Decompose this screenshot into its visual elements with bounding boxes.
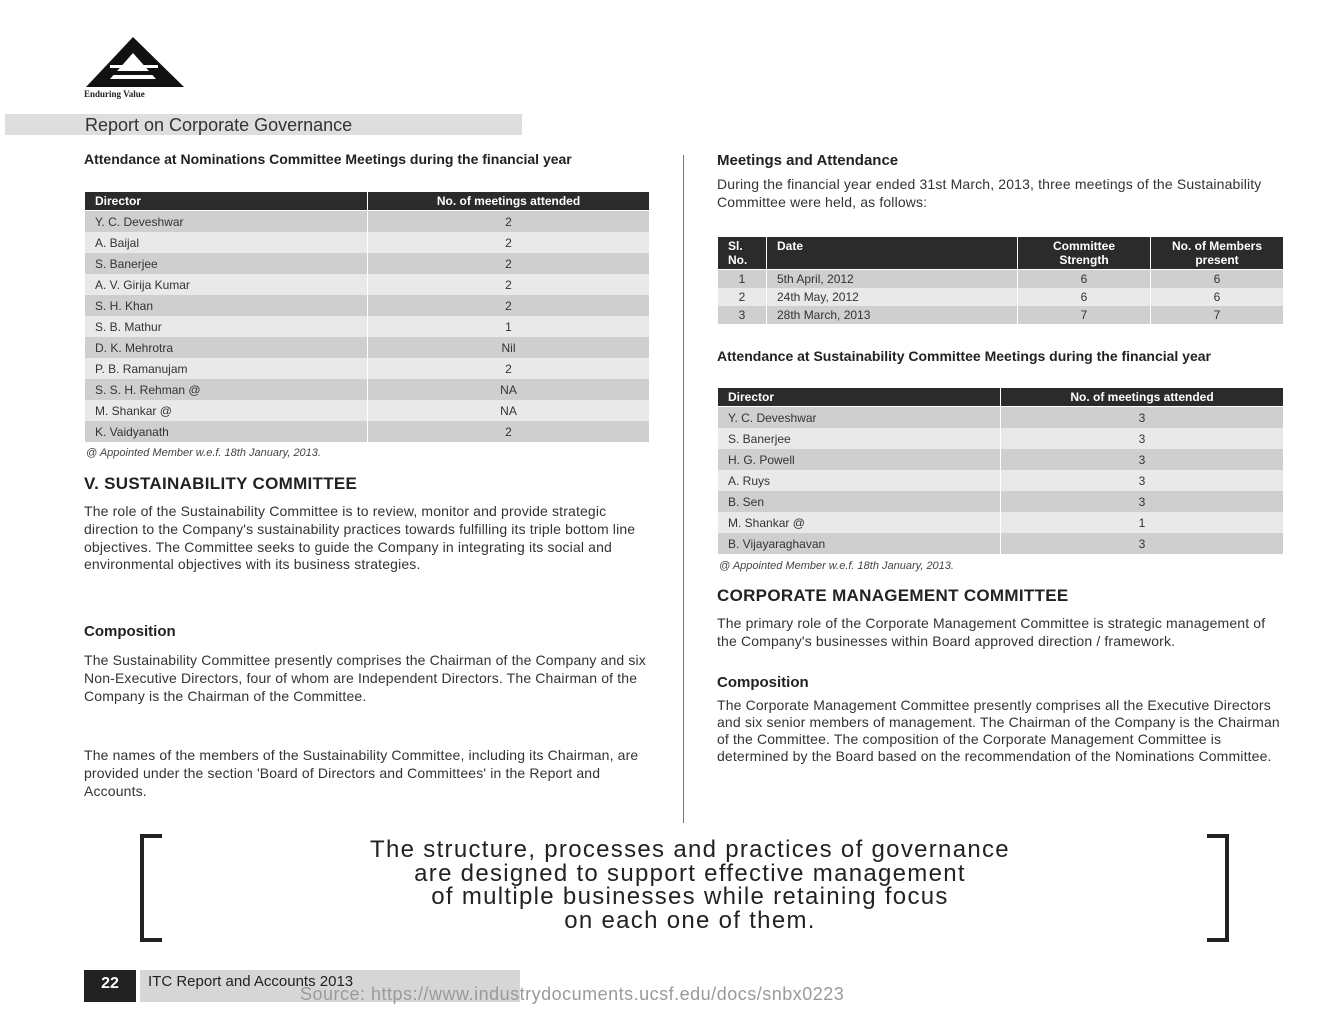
table-row bbox=[85, 316, 650, 337]
table-cell: Nil bbox=[368, 337, 650, 358]
table-cell: S. B. Mathur bbox=[85, 316, 368, 337]
composition-paragraph-2: The names of the members of the Sustainability Committee, including its Chairman, are provided under the section 'Board of Directors and Committees' in the Report and Accounts. bbox=[84, 747, 639, 799]
table-row bbox=[718, 288, 1284, 306]
table-header: Director bbox=[718, 388, 1001, 407]
table-header: Date bbox=[767, 237, 1018, 270]
table-row bbox=[85, 253, 650, 274]
table-cell: P. B. Ramanujam bbox=[85, 358, 368, 379]
table-cell: 2 bbox=[368, 274, 650, 295]
nominations-note: @ Appointed Member w.e.f. 18th January, 2013. bbox=[86, 447, 321, 459]
meetings-heading: Meetings and Attendance bbox=[717, 152, 899, 169]
table-cell: A. Baijal bbox=[85, 232, 368, 253]
table-cell: 1 bbox=[368, 316, 650, 337]
table-cell: NA bbox=[368, 379, 650, 400]
table-row bbox=[85, 211, 650, 233]
sustainability-paragraph: The role of the Sustainability Committee is to review, monitor and provide strategic direction to the Company's sustainability practices towards fulfilling its triple bottom line objectives. The Committee seeks to guide the Company in integrating its social and environmental objectives with its business strategies. bbox=[84, 503, 636, 573]
table-cell: 6 bbox=[1018, 270, 1151, 289]
table-cell: Y. C. Deveshwar bbox=[85, 211, 368, 233]
meetings-paragraph: During the financial year ended 31st March, 2013, three meetings of the Sustainability Committee were held, as follows: bbox=[717, 176, 1262, 210]
table-cell: 6 bbox=[1151, 270, 1284, 289]
quote-line: of multiple businesses while retaining focus bbox=[431, 883, 949, 910]
cmc-title: CORPORATE MANAGEMENT COMMITTEE bbox=[717, 586, 1069, 605]
attendance-table bbox=[717, 387, 1284, 554]
table-cell: 3 bbox=[1001, 533, 1284, 554]
table-cell: 2 bbox=[368, 232, 650, 253]
table-cell: H. G. Powell bbox=[718, 449, 1001, 470]
quote-line: are designed to support effective management bbox=[414, 859, 966, 887]
cmc-composition-heading: Composition bbox=[717, 674, 809, 691]
table-cell: 3 bbox=[1001, 491, 1284, 512]
table-row bbox=[85, 274, 650, 295]
column-divider bbox=[683, 155, 684, 823]
table-header: Director bbox=[85, 192, 368, 211]
table-row bbox=[85, 421, 650, 442]
table-cell: 5th April, 2012 bbox=[767, 270, 1018, 289]
table-cell: 7 bbox=[1018, 306, 1151, 324]
attendance-heading: Attendance at Sustainability Committee Meetings during the financial year bbox=[717, 348, 1211, 364]
table-row bbox=[718, 428, 1284, 449]
table-cell: 24th May, 2012 bbox=[767, 288, 1018, 306]
sustainability-title: V. SUSTAINABILITY COMMITTEE bbox=[84, 474, 358, 493]
meetings-table bbox=[717, 236, 1284, 324]
table-cell: S. S. H. Rehman @ bbox=[85, 379, 368, 400]
table-cell: 1 bbox=[718, 270, 767, 289]
pull-quote bbox=[200, 838, 1180, 932]
table-cell: 2 bbox=[368, 295, 650, 316]
table-header: No. of Members present bbox=[1151, 237, 1284, 270]
table-row bbox=[718, 533, 1284, 554]
table-cell: 1 bbox=[1001, 512, 1284, 533]
table-cell: A. Ruys bbox=[718, 470, 1001, 491]
table-cell: 3 bbox=[1001, 428, 1284, 449]
source-line: Source: https://www.industrydocuments.ucsf.edu/docs/snbx0223 bbox=[300, 984, 845, 1004]
table-row bbox=[718, 449, 1284, 470]
section-title: Report on Corporate Governance bbox=[85, 115, 353, 135]
quote-line: The structure, processes and practices of governance bbox=[370, 836, 1010, 863]
table-row bbox=[718, 491, 1284, 512]
logo-caption: Enduring Value bbox=[84, 89, 145, 99]
table-cell: 2 bbox=[718, 288, 767, 306]
table-header: Committee Strength bbox=[1018, 237, 1151, 270]
table-cell: 2 bbox=[368, 421, 650, 442]
table-cell: 2 bbox=[368, 211, 650, 233]
nominations-table bbox=[84, 191, 650, 442]
footer-title: ITC Report and Accounts 2013 bbox=[148, 973, 354, 990]
table-cell: 28th March, 2013 bbox=[767, 306, 1018, 324]
table-header: No. of meetings attended bbox=[1001, 388, 1284, 407]
table-cell: 2 bbox=[368, 253, 650, 274]
table-cell: 6 bbox=[1018, 288, 1151, 306]
table-row bbox=[718, 270, 1284, 289]
table-cell: B. Sen bbox=[718, 491, 1001, 512]
left-bracket bbox=[140, 834, 162, 942]
composition-heading: Composition bbox=[84, 623, 176, 640]
table-cell: 3 bbox=[1001, 470, 1284, 491]
cmc-paragraph: The primary role of the Corporate Management Committee is strategic management of the Company's businesses within Board approved direction / framework. bbox=[717, 615, 1266, 649]
table-row bbox=[718, 512, 1284, 533]
table-cell: M. Shankar @ bbox=[85, 400, 368, 421]
table-cell: K. Vaidyanath bbox=[85, 421, 368, 442]
itc-logo-icon bbox=[80, 35, 190, 91]
table-cell: Y. C. Deveshwar bbox=[718, 407, 1001, 429]
table-cell: S. Banerjee bbox=[718, 428, 1001, 449]
cmc-composition-paragraph: The Corporate Management Committee presently comprises all the Executive Directors and six senior members of management. The Chairman of the Company is the Chairman of the Committee. The composition of the Corporate Management Committee is determined by the Board based on the recommendation of the Nominations Committee. bbox=[717, 697, 1280, 764]
table-cell: 3 bbox=[718, 306, 767, 324]
table-row bbox=[85, 232, 650, 253]
table-row bbox=[85, 337, 650, 358]
table-cell: M. Shankar @ bbox=[718, 512, 1001, 533]
itc-logo bbox=[80, 35, 190, 105]
section-title-bar bbox=[5, 114, 522, 135]
table-cell: 3 bbox=[1001, 449, 1284, 470]
table-cell: D. K. Mehrotra bbox=[85, 337, 368, 358]
composition-paragraph-1: The Sustainability Committee presently comprises the Chairman of the Company and six Non-Executive Directors, four of whom are Independent Directors. The Chairman of the Company is the Chairman of the Committee. bbox=[84, 652, 646, 704]
table-cell: S. Banerjee bbox=[85, 253, 368, 274]
table-row bbox=[718, 470, 1284, 491]
table-cell: 2 bbox=[368, 358, 650, 379]
nominations-heading: Attendance at Nominations Committee Meetings during the financial year bbox=[84, 151, 572, 167]
table-cell: A. V. Girija Kumar bbox=[85, 274, 368, 295]
table-row bbox=[85, 295, 650, 316]
attendance-note: @ Appointed Member w.e.f. 18th January, 2013. bbox=[719, 560, 954, 572]
table-row bbox=[718, 407, 1284, 429]
table-header: Sl. No. bbox=[718, 237, 767, 270]
page-number: 22 bbox=[84, 970, 136, 1002]
table-cell: 6 bbox=[1151, 288, 1284, 306]
table-row bbox=[85, 358, 650, 379]
table-cell: NA bbox=[368, 400, 650, 421]
right-bracket bbox=[1207, 834, 1229, 942]
table-row bbox=[718, 306, 1284, 324]
table-row bbox=[85, 400, 650, 421]
table-cell: 7 bbox=[1151, 306, 1284, 324]
table-header: No. of meetings attended bbox=[368, 192, 650, 211]
quote-line: on each one of them. bbox=[564, 906, 816, 934]
table-cell: S. H. Khan bbox=[85, 295, 368, 316]
table-cell: 3 bbox=[1001, 407, 1284, 429]
table-row bbox=[85, 379, 650, 400]
table-cell: B. Vijayaraghavan bbox=[718, 533, 1001, 554]
